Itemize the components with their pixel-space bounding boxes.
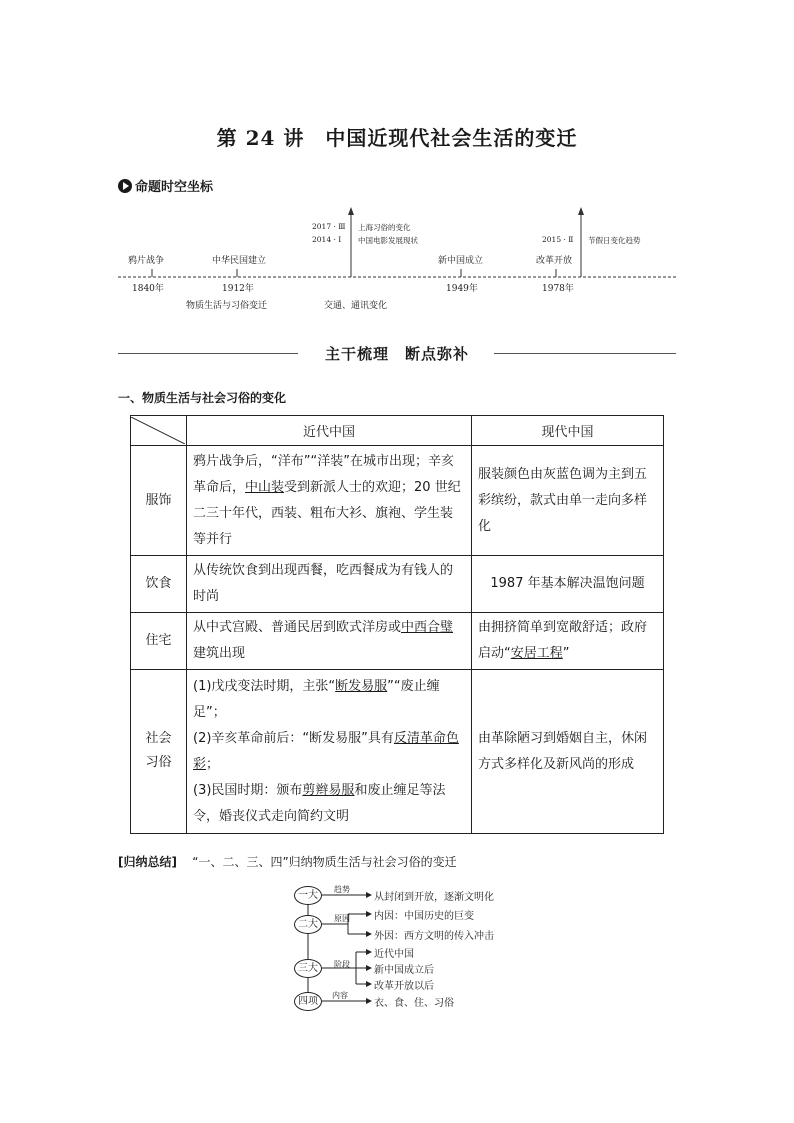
timeline-year: 1840年 <box>132 284 164 294</box>
cell-modern-era <box>187 670 472 834</box>
cell-text: 从中式宫殿、普通民居到欧式洋房或 <box>193 620 402 635</box>
cell-contemporary: 由革除陋习到婚姻自主，休闲方式多样化及新风尚的形成 <box>472 670 664 834</box>
timeline-year: 1912年 <box>222 284 254 294</box>
comparison-table <box>130 415 664 834</box>
cell-contemporary: 1987 年基本解决温饱问题 <box>472 556 664 613</box>
cell-modern-era <box>187 613 472 670</box>
underlined-term: 剪辫易服 <box>302 782 355 798</box>
cell-text: 建筑出现 <box>193 646 246 661</box>
table-header: 近代中国 <box>187 416 472 446</box>
cell-text: 受到新派人士的欢迎；20 世纪二三十年代，西装、粗布大衫、旗袍、学生装等并行 <box>193 479 461 547</box>
table-header: 现代中国 <box>472 416 664 446</box>
cell-contemporary <box>472 613 664 670</box>
underlined-term: 中西合璧 <box>401 620 454 635</box>
summary-text: “一、二、三、四”归纳物质生活与社会习俗的变迁 <box>192 855 457 869</box>
section-heading-timeline <box>118 176 213 195</box>
cell-text: ”“废止缠足”； <box>193 678 440 720</box>
timeline-topic: 交通、通讯变化 <box>324 301 388 311</box>
underlined-term: 断发易服 <box>335 678 388 694</box>
row-label: 住宅 <box>131 613 187 670</box>
diagram-item: 从封闭到开放，逐渐文明化 <box>374 892 494 903</box>
summary-line <box>118 853 457 870</box>
exam-ref: 2015 · Ⅱ <box>542 235 574 244</box>
cell-text: 和废止缠足等法令，婚丧仪式走向简约文明 <box>193 782 446 824</box>
diagram-item: 改革开放以后 <box>374 981 434 992</box>
timeline-event: 中华民国建立 <box>212 256 267 266</box>
summary-tag: [归纳总结] <box>118 855 177 869</box>
timeline-year: 1949年 <box>446 284 478 294</box>
cell-text: (1)戊戌变法时期，主张“ <box>193 678 336 694</box>
timeline-topic: 物质生活与习俗变迁 <box>186 301 268 311</box>
section-heading-label: 主干梳理 断点弥补 <box>324 345 469 363</box>
cell-contemporary: 服装颜色由灰蓝色调为主到五彩缤纷，款式由单一走向多样化 <box>472 446 664 556</box>
table-row <box>131 670 664 834</box>
underlined-term: 安居工程 <box>510 646 563 661</box>
diagram-item: 内因：中国历史的巨变 <box>374 911 474 922</box>
row-label <box>131 670 187 834</box>
row-label-text: 社会习俗 <box>145 731 172 770</box>
diagram-node: 一大 <box>294 886 322 905</box>
section-heading-main <box>118 343 676 363</box>
play-circle-icon <box>118 179 132 193</box>
table-corner-cell <box>131 416 187 446</box>
timeline-event: 鸦片战争 <box>128 256 165 266</box>
cell-text: 鸦片战争后，“洋布”“洋装”在城市出现；辛亥革命后， <box>193 453 454 495</box>
diagram-label: 内容 <box>332 991 348 1000</box>
cell-text: (3)民国时期：颁布 <box>193 782 303 798</box>
exam-ref: 2014 · Ⅰ <box>312 235 342 244</box>
summary-diagram <box>290 880 510 1012</box>
diagram-node: 二大 <box>294 915 322 934</box>
section-heading-label: 命题时空坐标 <box>135 180 214 195</box>
exam-topic: 上海习俗的变化 <box>358 223 411 232</box>
exam-ref: 2017 · Ⅲ <box>312 222 346 231</box>
table-row <box>131 556 664 613</box>
cell-text: ； <box>206 756 220 772</box>
page-title: 第 24 讲 中国近现代社会生活的变迁 <box>216 126 578 150</box>
exam-topic: 中国电影发展现状 <box>358 236 418 245</box>
row-label: 饮食 <box>131 556 187 613</box>
subsection-heading: 一、物质生活与社会习俗的变化 <box>118 391 287 405</box>
diagram-item: 衣、食、住、习俗 <box>374 998 454 1009</box>
table-header-row <box>131 416 664 446</box>
diagram-label: 阶段 <box>334 960 350 969</box>
row-label: 服饰 <box>131 446 187 556</box>
timeline-event: 新中国成立 <box>438 256 484 266</box>
exam-topic: 节假日变化趋势 <box>588 236 641 245</box>
table-row <box>131 613 664 670</box>
cell-text: 由拥挤简单到宽敞舒适；政府启动“ <box>478 620 648 661</box>
table-row <box>131 446 664 556</box>
diagram-item: 近代中国 <box>374 949 414 960</box>
timeline-event: 改革开放 <box>536 256 573 266</box>
cell-modern-era: 从传统饮食到出现西餐，吃西餐成为有钱人的时尚 <box>187 556 472 613</box>
timeline <box>118 205 678 315</box>
cell-text: (2)辛亥革命前后：“断发易服”具有 <box>193 730 394 746</box>
underlined-term: 中山装 <box>245 479 285 495</box>
cell-modern-era <box>187 446 472 556</box>
timeline-year: 1978年 <box>542 284 574 294</box>
cell-text: ” <box>562 646 570 661</box>
diagram-item: 新中国成立后 <box>374 965 434 976</box>
diagram-item: 外因：西方文明的传入冲击 <box>374 931 494 942</box>
diagonal-line <box>131 417 185 444</box>
diagram-node: 四项 <box>294 992 322 1011</box>
diagram-node: 三大 <box>294 959 322 978</box>
diagram-label: 原因 <box>334 914 350 923</box>
underlined-term: 反清革命色彩 <box>193 730 459 772</box>
diagram-label: 趋势 <box>334 885 350 894</box>
